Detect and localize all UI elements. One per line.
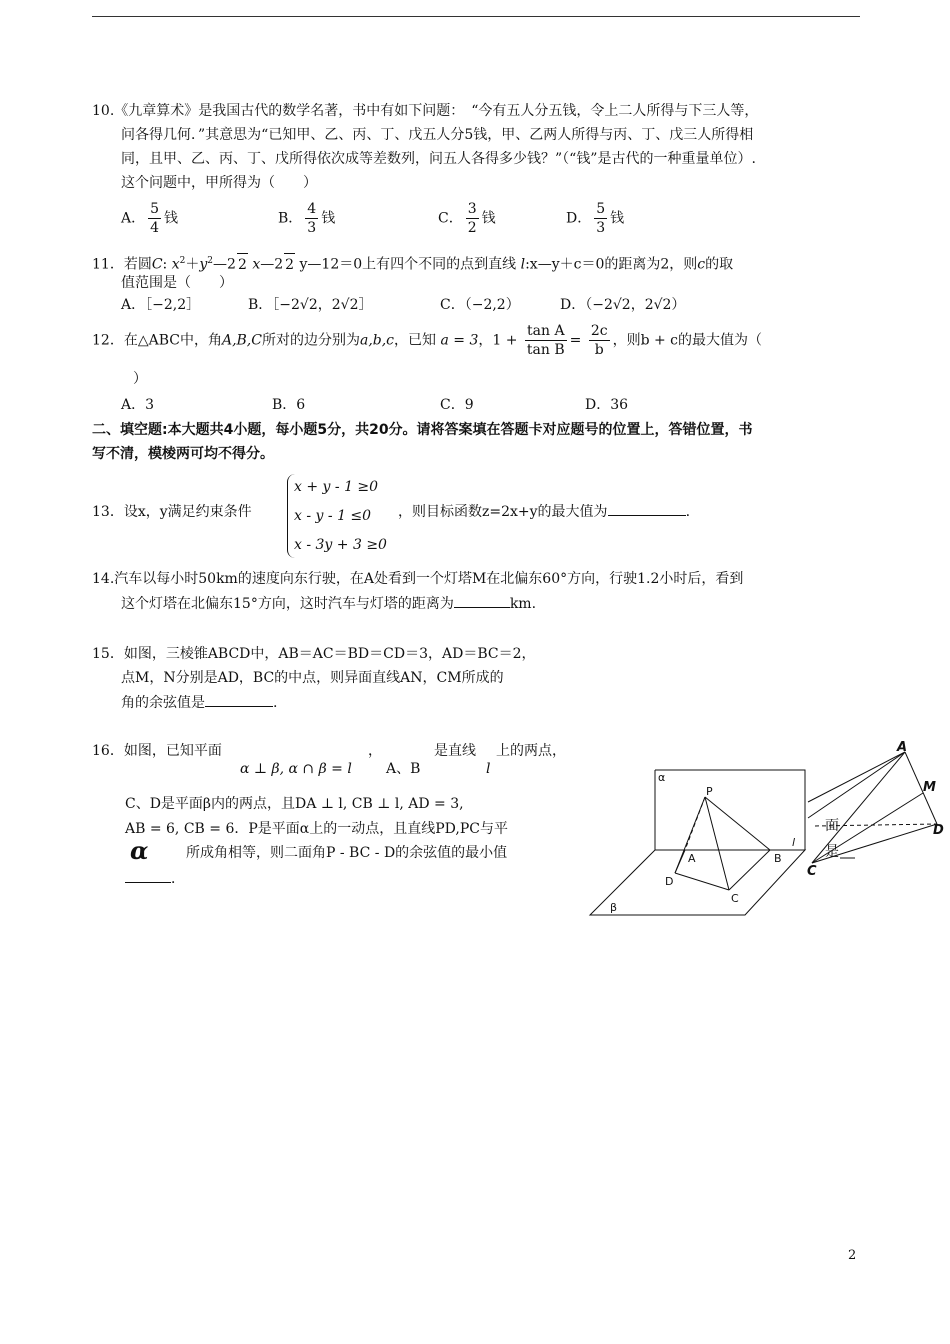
q10-option-c[interactable]: C． $\frac{3}{2}$ 钱 <box>438 201 496 236</box>
q14-answer-blank[interactable] <box>454 607 510 608</box>
label-C: C <box>807 864 817 879</box>
q13-tail: ，则目标函数z=2x+y的最大值为 . <box>398 504 691 520</box>
label-p: P <box>706 785 713 798</box>
edge-pc <box>705 797 729 890</box>
text-fragment-2: 是 <box>825 844 839 860</box>
label-M: M <box>923 780 936 795</box>
label-l: l <box>792 836 796 849</box>
q10-line4: 这个问题中，甲所得为（ ） <box>121 175 317 191</box>
q11-option-c[interactable]: C．（−2,2） <box>440 297 520 313</box>
edge-cb <box>729 850 770 890</box>
q16-line1a: 16．如图，已知平面 <box>92 743 222 759</box>
q10-line1: 10.《九章算术》是我国古代的数学名著，书中有如下问题： “今有五人分五钱，令上二人所得与下三人等， <box>92 103 759 119</box>
q16-line1b: ， <box>368 743 382 759</box>
q11-option-b[interactable]: B．［−2√2，2√2］ <box>248 297 373 313</box>
q12-option-d[interactable]: D．36 <box>585 397 629 413</box>
q11-option-a[interactable]: A．［−2,2］ <box>121 297 201 313</box>
header-rule <box>92 16 860 17</box>
q11-line1: 11．若圆C: $x^2+y^2—2$ 2 x—2 2 y—12＝0上有四个不同的点到直线 l:x—y＋c＝0的距离为2，则c的取 <box>92 250 733 276</box>
q16-line4: 所成角相等，则二面角P - BC - D的余弦值的最小值 <box>186 845 508 861</box>
label-A: A <box>897 740 908 755</box>
q15-line3: 角的余弦值是 . <box>121 695 278 711</box>
q12-option-b[interactable]: B．6 <box>272 397 306 413</box>
q13-constraint1: x + y - 1 ≥0 <box>294 479 379 495</box>
edge-a-left1 <box>808 752 905 802</box>
q16-line1d: 上的两点， <box>496 743 566 759</box>
q13-constraint3: x - 3y + 3 ≥0 <box>294 537 387 553</box>
q16-answer-blank[interactable] <box>125 882 171 883</box>
label-a: A <box>688 852 696 865</box>
plane-alpha <box>655 770 805 850</box>
label-c: C <box>731 892 739 905</box>
text-fragment-1: 面 <box>825 818 839 834</box>
q16-ab: A、B <box>386 761 421 777</box>
q15-line1: 15．如图，三棱锥ABCD中，AB＝AC＝BD＝CD＝3，AD＝BC＝2， <box>92 646 536 662</box>
q16-line1c: 是直线 <box>434 743 476 759</box>
label-D: D <box>933 823 944 838</box>
label-beta: β <box>610 901 618 914</box>
q15-answer-blank[interactable] <box>205 706 273 707</box>
q10-line2: 问各得几何．”其意思为“已知甲、乙、丙、丁、戊五人分5钱，甲、乙两人所得与丙、丁、戊三人所得相 <box>121 127 754 143</box>
q12-line2: ） <box>133 371 147 387</box>
q12-option-c[interactable]: C．9 <box>440 397 474 413</box>
q16-alpha: α <box>130 836 149 865</box>
edge-pb <box>705 797 770 850</box>
q10-option-a[interactable]: A． $\frac{5}{4}$ 钱 <box>121 201 179 236</box>
q11-line2: 值范围是（ ） <box>121 275 233 291</box>
q13-constraint2: x - y - 1 ≤0 <box>294 508 372 524</box>
edge-a-left2 <box>808 752 905 818</box>
q13-prefix: 13．设x，y满足约束条件 <box>92 504 252 520</box>
q11-option-d[interactable]: D．（−2√2，2√2） <box>560 297 686 313</box>
edge-pa <box>685 797 705 850</box>
q16-line5: ． <box>125 868 185 890</box>
q12-option-a[interactable]: A．3 <box>121 397 155 413</box>
q16-line2: C、D是平面β内的两点，且DA ⊥ l, CB ⊥ l, AD = 3, <box>125 796 464 812</box>
q15-line2: 点M，N分别是AD，BC的中点，则异面直线AN，CM所成的 <box>121 670 504 686</box>
q16-l: l <box>486 761 491 777</box>
label-b: B <box>774 852 782 865</box>
plane-beta <box>590 850 805 915</box>
q13-answer-blank[interactable] <box>608 515 686 516</box>
q12-line1: 12．在△ABC中，角A,B,C所对的边分别为a,b,c，已知 a = 3，1 + $\frac{\text{tan A}}{\text{tan B}}$ = $\frac{2c}{b}$ ，则b + c的最大值为（ <box>92 323 763 358</box>
q10-line3: 同，且甲、乙、丙、丁、戊所得依次成等差数列，问五人各得多少钱？”（“钱”是古代的一种重量单位）. <box>121 151 756 167</box>
edge-da <box>675 850 685 873</box>
section2-heading-line2: 写不清，模棱两可均不得分。 <box>92 446 274 462</box>
q16-line3: AB = 6, CB = 6．P是平面α上的一动点，且直线PD,PC与平 <box>125 821 508 837</box>
label-alpha: α <box>658 771 666 784</box>
page-number: 2 <box>848 1248 857 1263</box>
label-d: D <box>665 875 674 888</box>
q10-option-b[interactable]: B． $\frac{4}{3}$ 钱 <box>278 201 336 236</box>
section2-heading-line1: 二、填空题:本大题共4小题，每小题5分，共20分。请将答案填在答题卡对应题号的位置上，答错位置，书 <box>92 422 753 438</box>
q16-figure <box>585 765 815 920</box>
q15-figure <box>805 738 950 883</box>
q14-line1: 14.汽车以每小时50km的速度向东行驶，在A处看到一个灯塔M在北偏东60°方向，行驶1.2小时后，看到 <box>92 571 744 587</box>
q14-line2: 这个灯塔在北偏东15°方向，这时汽车与灯塔的距离为 km. <box>121 596 537 612</box>
q16-formula: α ⊥ β, α ∩ β = l <box>240 761 352 777</box>
edge-dc <box>675 873 729 890</box>
q10-option-d[interactable]: D． $\frac{5}{3}$ 钱 <box>566 201 625 236</box>
